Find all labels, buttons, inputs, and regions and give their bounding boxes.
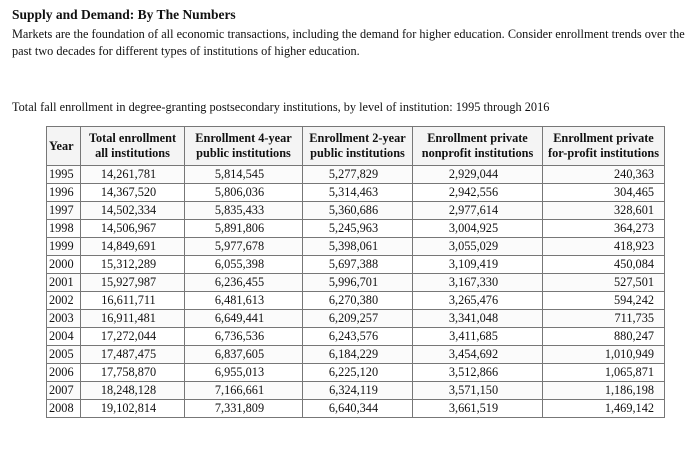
table-row [47, 328, 665, 346]
table-row [47, 382, 665, 400]
table-row [47, 256, 665, 274]
table-cell: 5,835,433 [185, 202, 303, 220]
enrollment-table [46, 126, 665, 418]
table-cell: 1,065,871 [543, 364, 665, 382]
year-cell: 2000 [47, 256, 81, 274]
table-cell: 328,601 [543, 202, 665, 220]
table-cell: 304,465 [543, 184, 665, 202]
table-cell: 3,411,685 [413, 328, 543, 346]
table-cell: 6,184,229 [303, 346, 413, 364]
table-cell: 594,242 [543, 292, 665, 310]
table-cell: 16,611,711 [81, 292, 185, 310]
table-cell: 364,273 [543, 220, 665, 238]
table-row [47, 292, 665, 310]
table-cell: 6,225,120 [303, 364, 413, 382]
table-cell: 240,363 [543, 166, 665, 184]
table-cell: 17,758,870 [81, 364, 185, 382]
intro-paragraph: Markets are the foundation of all economic transactions, including the demand for higher education. Consider enrollment trends over the past two decades for different types of institutions of higher education. [12, 27, 685, 58]
table-cell: 5,977,678 [185, 238, 303, 256]
table-cell: 3,055,029 [413, 238, 543, 256]
table-cell: 3,454,692 [413, 346, 543, 364]
table-cell: 5,360,686 [303, 202, 413, 220]
table-cell: 14,849,691 [81, 238, 185, 256]
year-cell: 2005 [47, 346, 81, 364]
table-row [47, 220, 665, 238]
page-title: Supply and Demand: By The Numbers [12, 7, 236, 22]
table-cell: 3,109,419 [413, 256, 543, 274]
table-cell: 6,055,398 [185, 256, 303, 274]
table-cell: 6,324,119 [303, 382, 413, 400]
table-row [47, 184, 665, 202]
table-cell: 6,640,344 [303, 400, 413, 418]
table-row [47, 202, 665, 220]
year-cell: 2003 [47, 310, 81, 328]
year-cell: 2006 [47, 364, 81, 382]
table-cell: 16,911,481 [81, 310, 185, 328]
table-cell: 5,814,545 [185, 166, 303, 184]
table-cell: 18,248,128 [81, 382, 185, 400]
table-cell: 14,506,967 [81, 220, 185, 238]
column-header-private-nonprofit: Enrollment private nonprofit institutions [413, 127, 543, 166]
table-cell: 7,166,661 [185, 382, 303, 400]
table-cell: 1,469,142 [543, 400, 665, 418]
year-cell: 2007 [47, 382, 81, 400]
table-cell: 6,649,441 [185, 310, 303, 328]
table-row [47, 346, 665, 364]
table-cell: 5,245,963 [303, 220, 413, 238]
table-cell: 3,661,519 [413, 400, 543, 418]
table-row [47, 238, 665, 256]
year-cell: 2008 [47, 400, 81, 418]
year-cell: 1995 [47, 166, 81, 184]
column-header-private-forprofit: Enrollment private for-profit institutions [543, 127, 665, 166]
year-cell: 1996 [47, 184, 81, 202]
table-cell: 3,512,866 [413, 364, 543, 382]
table-row [47, 310, 665, 328]
table-cell: 6,955,013 [185, 364, 303, 382]
table-cell: 1,186,198 [543, 382, 665, 400]
table-cell: 14,367,520 [81, 184, 185, 202]
table-cell: 17,487,475 [81, 346, 185, 364]
table-cell: 5,277,829 [303, 166, 413, 184]
table-cell: 527,501 [543, 274, 665, 292]
table-cell: 17,272,044 [81, 328, 185, 346]
table-cell: 880,247 [543, 328, 665, 346]
table-cell: 15,927,987 [81, 274, 185, 292]
table-cell: 2,929,044 [413, 166, 543, 184]
table-cell: 6,481,613 [185, 292, 303, 310]
table-cell: 5,806,036 [185, 184, 303, 202]
table-cell: 14,261,781 [81, 166, 185, 184]
table-cell: 15,312,289 [81, 256, 185, 274]
table-cell: 3,571,150 [413, 382, 543, 400]
table-cell: 5,697,388 [303, 256, 413, 274]
table-cell: 6,209,257 [303, 310, 413, 328]
table-cell: 5,398,061 [303, 238, 413, 256]
table-cell: 3,341,048 [413, 310, 543, 328]
table-cell: 2,977,614 [413, 202, 543, 220]
table-cell: 6,270,380 [303, 292, 413, 310]
year-cell: 2001 [47, 274, 81, 292]
table-row [47, 166, 665, 184]
year-cell: 1997 [47, 202, 81, 220]
table-cell: 19,102,814 [81, 400, 185, 418]
table-cell: 711,735 [543, 310, 665, 328]
table-cell: 418,923 [543, 238, 665, 256]
year-cell: 2004 [47, 328, 81, 346]
column-header-total: Total enrollment all institutions [81, 127, 185, 166]
table-cell: 6,736,536 [185, 328, 303, 346]
table-row [47, 274, 665, 292]
column-header-4year-public: Enrollment 4-year public institutions [185, 127, 303, 166]
table-cell: 5,314,463 [303, 184, 413, 202]
year-cell: 1998 [47, 220, 81, 238]
column-header-2year-public: Enrollment 2-year public institutions [303, 127, 413, 166]
table-cell: 6,236,455 [185, 274, 303, 292]
year-cell: 2002 [47, 292, 81, 310]
table-cell: 2,942,556 [413, 184, 543, 202]
table-cell: 1,010,949 [543, 346, 665, 364]
table-cell: 450,084 [543, 256, 665, 274]
table-cell: 14,502,334 [81, 202, 185, 220]
year-cell: 1999 [47, 238, 81, 256]
table-body [47, 166, 665, 418]
table-cell: 3,004,925 [413, 220, 543, 238]
column-header-year: Year [47, 127, 81, 166]
table-caption: Total fall enrollment in degree-granting postsecondary institutions, by level of institution: 1995 through 2016 [12, 100, 550, 114]
table-cell: 6,243,576 [303, 328, 413, 346]
table-cell: 3,265,476 [413, 292, 543, 310]
table-cell: 6,837,605 [185, 346, 303, 364]
table-row [47, 364, 665, 382]
table-cell: 5,891,806 [185, 220, 303, 238]
table-cell: 7,331,809 [185, 400, 303, 418]
table-cell: 5,996,701 [303, 274, 413, 292]
table-row [47, 400, 665, 418]
table-header-row [47, 127, 665, 166]
table-cell: 3,167,330 [413, 274, 543, 292]
